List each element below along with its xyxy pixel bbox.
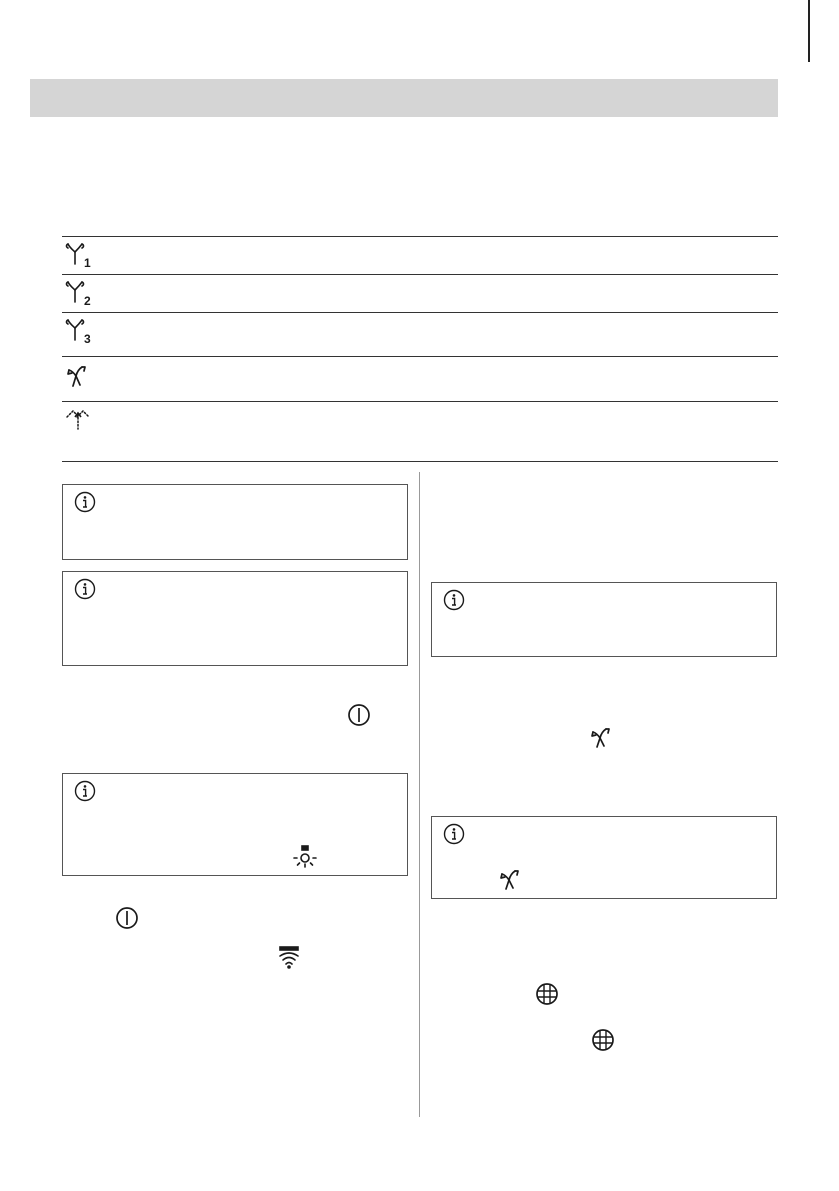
table-rule (62, 356, 778, 357)
info-icon (443, 823, 465, 845)
info-icon (443, 589, 465, 611)
light-icon (292, 844, 318, 875)
svg-text:3: 3 (84, 332, 91, 346)
info-box (62, 773, 408, 876)
section-header-bar (30, 79, 778, 117)
table-rule (62, 461, 778, 462)
table-cell-description (165, 367, 765, 389)
fan-speed-3-icon (64, 316, 98, 346)
info-box (62, 571, 408, 666)
fan-boost-icon (498, 867, 524, 898)
table-cell-description (165, 282, 765, 304)
table-rule (62, 312, 778, 313)
table-rule (62, 401, 778, 402)
info-icon (74, 578, 96, 600)
power-icon (346, 702, 372, 733)
fan-speed-1-icon (64, 240, 98, 270)
info-box (431, 816, 777, 899)
fan-boost-icon (64, 362, 98, 392)
fan-speed-2-icon (64, 278, 98, 308)
breeze-icon (64, 405, 98, 435)
info-icon (74, 491, 96, 513)
table-cell-description (165, 244, 765, 266)
svg-text:1: 1 (84, 256, 91, 270)
hob-to-hood-icon (276, 945, 302, 976)
info-box (431, 582, 777, 657)
info-box (62, 484, 408, 560)
fan-boost-icon (589, 725, 615, 756)
power-icon (114, 905, 140, 936)
table-cell-description (165, 322, 765, 344)
table-rule (62, 236, 778, 237)
table-rule (62, 274, 778, 275)
page-edge-mark (808, 0, 810, 62)
column-divider (419, 472, 420, 1117)
info-icon (74, 780, 96, 802)
grease-filter-icon (534, 981, 560, 1012)
svg-text:2: 2 (84, 294, 91, 308)
grease-filter-icon (590, 1027, 616, 1058)
table-cell-description (165, 412, 765, 448)
